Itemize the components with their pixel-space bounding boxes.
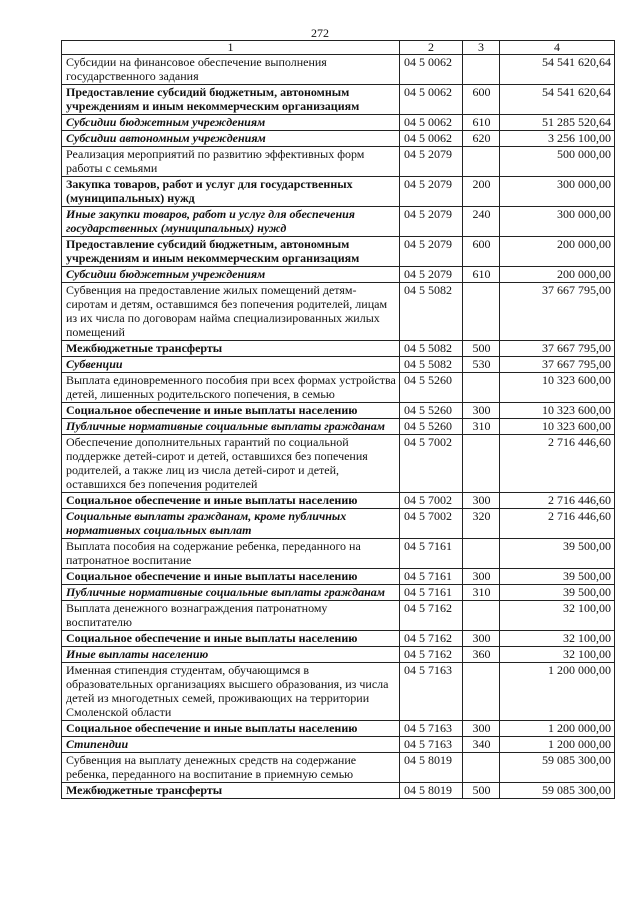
row-code: 04 5 7002 [400,509,463,539]
table-row [62,783,615,799]
row-type [463,435,500,493]
row-sum: 59 085 300,00 [500,783,615,799]
row-name: Субсидии бюджетным учреждениям [62,115,400,131]
row-name: Закупка товаров, работ и услуг для государственных (муниципальных) нужд [62,177,400,207]
row-sum: 32 100,00 [500,631,615,647]
row-sum: 59 085 300,00 [500,753,615,783]
header-col-1: 1 [62,41,400,55]
table-row [62,85,615,115]
table-row [62,267,615,283]
header-col-4: 4 [500,41,615,55]
row-sum: 3 256 100,00 [500,131,615,147]
row-code: 04 5 7163 [400,663,463,721]
row-name: Субвенция на предоставление жилых помещений детям-сиротам и детям, оставшимся без попечения родителей, лицам из их числа по договорам найма специализированных жилых помещений [62,283,400,341]
row-type: 320 [463,509,500,539]
row-code: 04 5 2079 [400,237,463,267]
row-type [463,539,500,569]
table-row [62,115,615,131]
row-code: 04 5 7162 [400,601,463,631]
row-type: 310 [463,585,500,601]
row-sum: 300 000,00 [500,207,615,237]
table-row [62,131,615,147]
row-code: 04 5 2079 [400,177,463,207]
row-type: 300 [463,403,500,419]
row-code: 04 5 2079 [400,207,463,237]
row-name: Реализация мероприятий по развитию эффективных форм работы с семьями [62,147,400,177]
row-name: Публичные нормативные социальные выплаты гражданам [62,419,400,435]
row-name: Социальное обеспечение и иные выплаты населению [62,631,400,647]
header-row [62,41,615,55]
row-sum: 39 500,00 [500,569,615,585]
row-type: 240 [463,207,500,237]
row-type: 500 [463,341,500,357]
row-code: 04 5 7002 [400,493,463,509]
row-sum: 10 323 600,00 [500,373,615,403]
row-type [463,147,500,177]
table-row [62,737,615,753]
row-sum: 32 100,00 [500,601,615,631]
row-type: 360 [463,647,500,663]
table-row [62,55,615,85]
row-code: 04 5 7161 [400,539,463,569]
row-type [463,55,500,85]
table-row [62,569,615,585]
row-code: 04 5 5082 [400,357,463,373]
table-row [62,341,615,357]
row-type: 340 [463,737,500,753]
table-row [62,237,615,267]
row-type [463,753,500,783]
row-name: Межбюджетные трансферты [62,341,400,357]
row-name: Социальное обеспечение и иные выплаты населению [62,721,400,737]
table-row [62,357,615,373]
row-code: 04 5 5260 [400,373,463,403]
row-name: Иные закупки товаров, работ и услуг для обеспечения государственных (муниципальных) нужд [62,207,400,237]
row-sum: 1 200 000,00 [500,737,615,753]
row-code: 04 5 5082 [400,341,463,357]
row-name: Выплата пособия на содержание ребенка, переданного на патронатное воспитание [62,539,400,569]
row-name: Субсидии на финансовое обеспечение выполнения государственного задания [62,55,400,85]
table-row [62,207,615,237]
row-type: 500 [463,783,500,799]
row-code: 04 5 2079 [400,147,463,177]
table-row [62,585,615,601]
row-sum: 54 541 620,64 [500,85,615,115]
table-row [62,373,615,403]
row-name: Субвенции [62,357,400,373]
table-row [62,435,615,493]
table-row [62,663,615,721]
table-row [62,601,615,631]
row-type: 300 [463,721,500,737]
row-name: Предоставление субсидий бюджетным, автономным учреждениям и иным некоммерческим организациям [62,85,400,115]
row-sum: 10 323 600,00 [500,419,615,435]
row-name: Субсидии автономным учреждениям [62,131,400,147]
row-code: 04 5 7161 [400,585,463,601]
table-row [62,147,615,177]
table-row [62,753,615,783]
row-code: 04 5 8019 [400,753,463,783]
row-type: 530 [463,357,500,373]
table-row [62,647,615,663]
row-sum: 500 000,00 [500,147,615,177]
row-type [463,601,500,631]
row-name: Субсидии бюджетным учреждениям [62,267,400,283]
row-type: 610 [463,267,500,283]
row-code: 04 5 5082 [400,283,463,341]
table-row [62,419,615,435]
row-code: 04 5 0062 [400,55,463,85]
table-row [62,509,615,539]
row-name: Иные выплаты населению [62,647,400,663]
row-type: 620 [463,131,500,147]
row-sum: 1 200 000,00 [500,721,615,737]
table-row [62,403,615,419]
table-row [62,539,615,569]
row-name: Социальное обеспечение и иные выплаты населению [62,569,400,585]
row-type [463,663,500,721]
row-sum: 300 000,00 [500,177,615,207]
row-sum: 200 000,00 [500,267,615,283]
row-sum: 200 000,00 [500,237,615,267]
row-code: 04 5 7163 [400,737,463,753]
row-sum: 10 323 600,00 [500,403,615,419]
row-sum: 32 100,00 [500,647,615,663]
row-sum: 2 716 446,60 [500,493,615,509]
row-name: Стипендии [62,737,400,753]
row-code: 04 5 5260 [400,419,463,435]
row-type [463,283,500,341]
row-code: 04 5 7002 [400,435,463,493]
row-type: 200 [463,177,500,207]
table-row [62,493,615,509]
row-code: 04 5 7161 [400,569,463,585]
row-name: Предоставление субсидий бюджетным, автономным учреждениям и иным некоммерческим организациям [62,237,400,267]
table-row [62,283,615,341]
row-code: 04 5 5260 [400,403,463,419]
row-sum: 37 667 795,00 [500,341,615,357]
row-sum: 54 541 620,64 [500,55,615,85]
row-sum: 1 200 000,00 [500,663,615,721]
row-name: Социальные выплаты гражданам, кроме публичных нормативных социальных выплат [62,509,400,539]
table-row [62,721,615,737]
row-type [463,373,500,403]
page-number: 272 [311,26,329,40]
row-name: Субвенция на выплату денежных средств на содержание ребенка, переданного на воспитание в приемную семью [62,753,400,783]
table-row [62,631,615,647]
row-code: 04 5 0062 [400,131,463,147]
row-type: 310 [463,419,500,435]
row-code: 04 5 0062 [400,115,463,131]
row-sum: 2 716 446,60 [500,435,615,493]
row-code: 04 5 7162 [400,647,463,663]
row-name: Социальное обеспечение и иные выплаты населению [62,403,400,419]
row-name: Выплата денежного вознаграждения патронатному воспитателю [62,601,400,631]
row-name: Межбюджетные трансферты [62,783,400,799]
table-row [62,177,615,207]
row-type: 610 [463,115,500,131]
row-code: 04 5 7162 [400,631,463,647]
row-type: 300 [463,569,500,585]
row-code: 04 5 2079 [400,267,463,283]
row-type: 300 [463,493,500,509]
row-sum: 51 285 520,64 [500,115,615,131]
row-sum: 37 667 795,00 [500,283,615,341]
row-name: Публичные нормативные социальные выплаты гражданам [62,585,400,601]
row-sum: 37 667 795,00 [500,357,615,373]
row-sum: 2 716 446,60 [500,509,615,539]
row-code: 04 5 7163 [400,721,463,737]
row-sum: 39 500,00 [500,585,615,601]
header-col-3: 3 [463,41,500,55]
row-type: 600 [463,237,500,267]
row-type: 600 [463,85,500,115]
row-code: 04 5 8019 [400,783,463,799]
budget-table [61,40,615,799]
row-code: 04 5 0062 [400,85,463,115]
row-type: 300 [463,631,500,647]
row-name: Обеспечение дополнительных гарантий по социальной поддержке детей-сирот и детей, оставшихся без попечения родителей, а также лиц из числа детей-сирот и детей, оставшихся без попечения родителей [62,435,400,493]
row-name: Социальное обеспечение и иные выплаты населению [62,493,400,509]
row-name: Выплата единовременного пособия при всех формах устройства детей, лишенных родительского попечения, в семью [62,373,400,403]
table-body [62,55,615,799]
header-col-2: 2 [400,41,463,55]
row-name: Именная стипендия студентам, обучающимся в образовательных организациях высшего образования, из числа детей из многодетных семей, проживающих на территории Смоленской области [62,663,400,721]
row-sum: 39 500,00 [500,539,615,569]
